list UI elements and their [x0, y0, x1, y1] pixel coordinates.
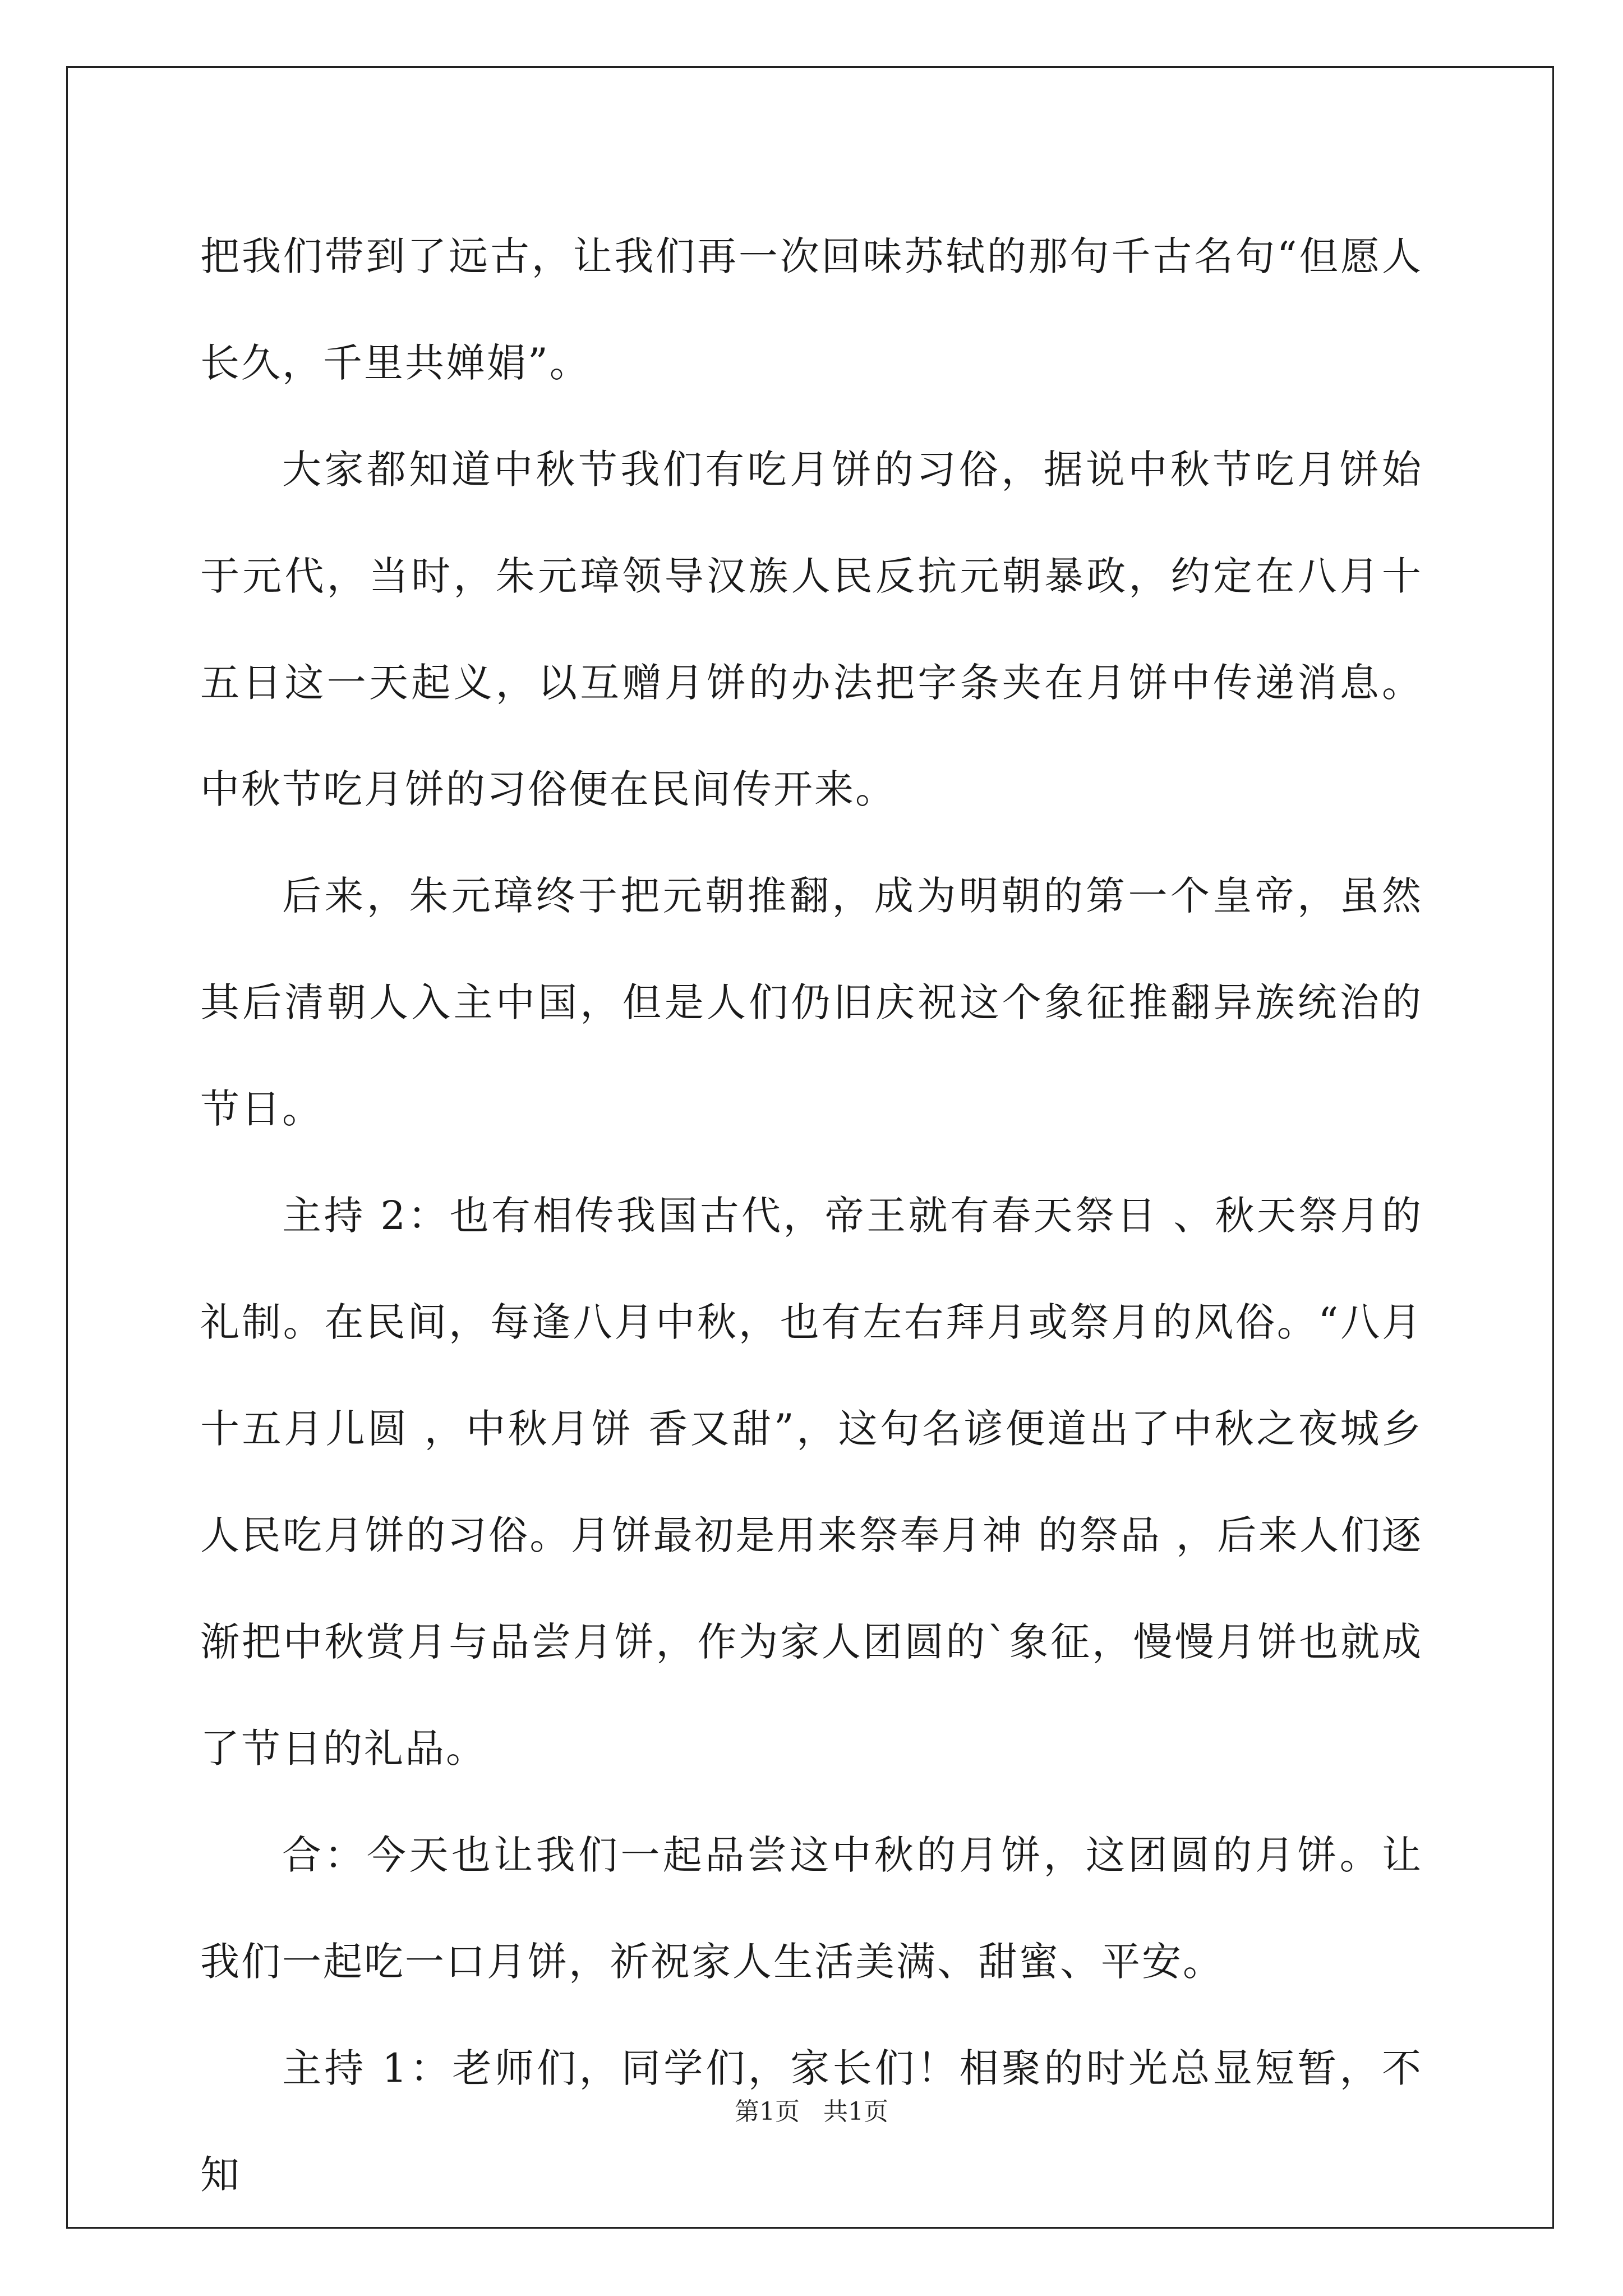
paragraph-6: 主持 1：老师们，同学们，家长们！相聚的时光总显短暂，不知 [200, 2045, 1423, 2198]
paragraph-1: 把我们带到了远古，让我们再一次回味苏轼的那句千古名句“但愿人长久，千里共婵娟”。 [200, 233, 1423, 386]
paragraph-2: 大家都知道中秋节我们有吃月饼的习俗，据说中秋节吃月饼始于元代，当时，朱元璋领导汉族人民反抗元朝暴政，约定在八月十五日这一天起义，以互赠月饼的办法把字条夹在月饼中传递消息。中秋节吃月饼的习俗便在民间传开来。 [200, 447, 1423, 812]
page-footer [0, 2095, 1623, 2129]
paragraph-5: 合：今天也让我们一起品尝这中秋的月饼，这团圆的月饼。让我们一起吃一口月饼，祈祝家人生活美满、甜蜜、平安。 [200, 1832, 1423, 1985]
page-number: 第1页 [735, 2097, 800, 2126]
page-total: 共1页 [823, 2097, 888, 2126]
document-body [200, 203, 1423, 2228]
paragraph-4: 主持 2：也有相传我国古代，帝王就有春天祭日 、秋天祭月的礼制。在民间，每逢八月中秋，也有左右拜月或祭月的风俗。“八月十五月儿圆 ，中秋月饼 香又甜”，这句名谚便道出了中秋之夜城乡人民吃月饼的习俗。月饼最初是用来祭奉月神 的祭品 ，后来人们逐渐把中秋赏月与品尝月饼，作为家人团圆的`象征，慢慢月饼也就成了节日的礼品。 [200, 1193, 1423, 1772]
paragraph-3: 后来，朱元璋终于把元朝推翻，成为明朝的第一个皇帝，虽然其后清朝人入主中国，但是人们仍旧庆祝这个象征推翻异族统治的节日。 [200, 873, 1423, 1132]
